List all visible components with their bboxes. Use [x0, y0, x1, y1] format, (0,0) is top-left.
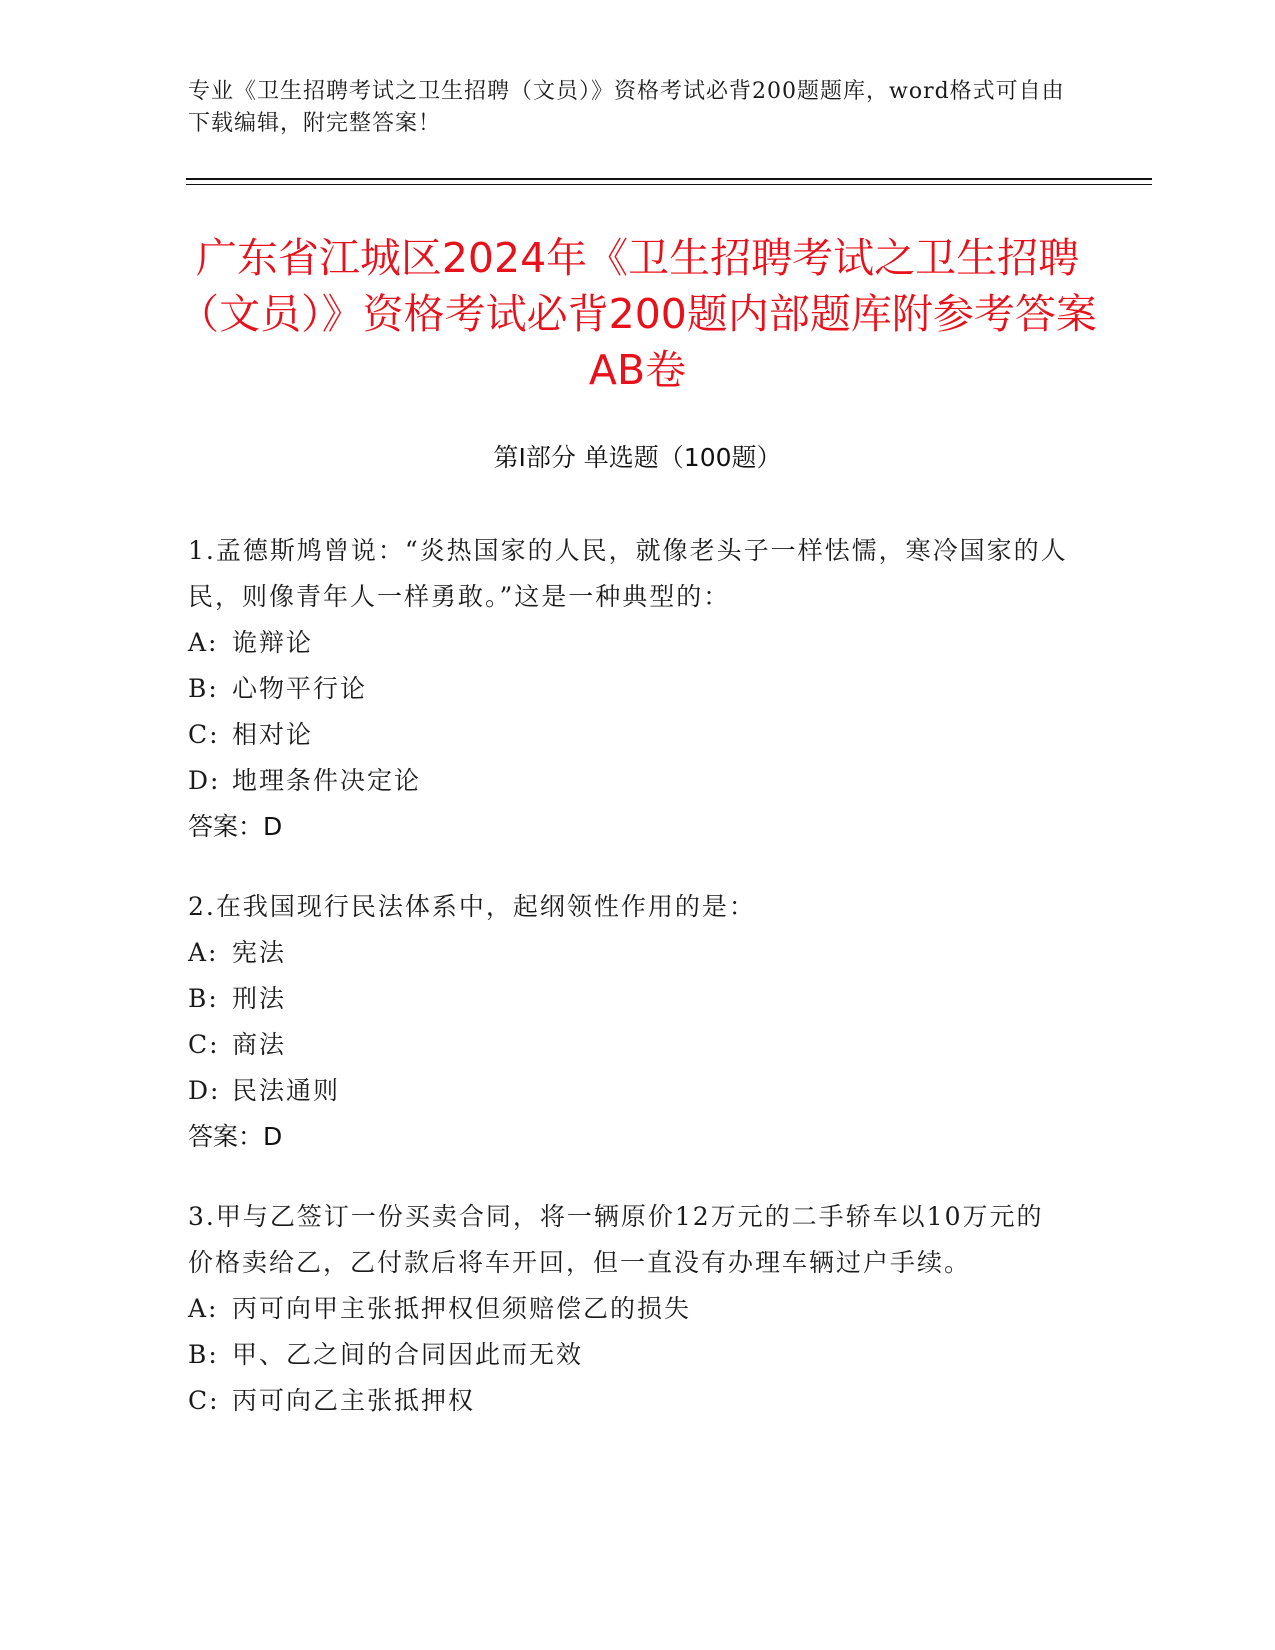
option-b — [188, 976, 1068, 1022]
option-text: 刑法 — [232, 984, 287, 1013]
option-letter: B: — [188, 674, 219, 703]
option-a — [188, 930, 1068, 976]
option-text: 心物平行论 — [232, 674, 368, 703]
option-a — [188, 1286, 1068, 1332]
option-letter: C: — [188, 1030, 220, 1059]
question-list — [188, 528, 1068, 1458]
option-text: 商法 — [232, 1030, 287, 1059]
option-letter: B: — [188, 1340, 219, 1369]
option-letter: A: — [188, 938, 219, 967]
question-2 — [188, 884, 1068, 1160]
option-text: 宪法 — [232, 938, 287, 967]
question-3 — [188, 1194, 1068, 1424]
option-text: 丙可向甲主张抵押权但须赔偿乙的损失 — [232, 1294, 692, 1323]
option-b — [188, 666, 1068, 712]
option-text: 相对论 — [232, 720, 314, 749]
option-text: 丙可向乙主张抵押权 — [232, 1386, 476, 1415]
option-letter: B: — [188, 984, 219, 1013]
option-c — [188, 1022, 1068, 1068]
option-letter: C: — [188, 1386, 220, 1415]
question-text: 2.在我国现行民法体系中，起纲领性作用的是： — [188, 892, 756, 921]
answer-line: 答案：D — [188, 1122, 283, 1151]
header-rule-thick — [186, 178, 1152, 180]
option-text: 民法通则 — [232, 1076, 341, 1105]
option-a — [188, 620, 1068, 666]
answer-line: 答案：D — [188, 812, 283, 841]
option-d — [188, 758, 1068, 804]
option-letter: A: — [188, 628, 219, 657]
option-b — [188, 1332, 1068, 1378]
option-letter: A: — [188, 1294, 219, 1323]
section-title: 第Ⅰ部分 单选题（100题） — [493, 443, 782, 472]
question-1 — [188, 528, 1068, 850]
option-letter: D: — [188, 766, 221, 795]
header-rule-thin — [186, 184, 1152, 185]
option-d — [188, 1068, 1068, 1114]
question-text: 3.甲与乙签订一份买卖合同，将一辆原价12万元的二手轿车以10万元的价格卖给乙，乙付款后将车开回，但一直没有办理车辆过户手续。 — [188, 1202, 1044, 1277]
question-text: 1.孟德斯鸠曾说：“炎热国家的人民，就像老头子一样怯懦，寒冷国家的人民，则像青年人一样勇敢。”这是一种典型的： — [188, 536, 1068, 611]
document-title: 广东省江城区2024年《卫生招聘考试之卫生招聘（文员）》资格考试必背200题内部题库附参考答案AB卷 — [178, 234, 1097, 394]
option-c — [188, 712, 1068, 758]
option-c — [188, 1378, 1068, 1424]
option-text: 地理条件决定论 — [232, 766, 422, 795]
option-text: 诡辩论 — [232, 628, 314, 657]
header-note: 专业《卫生招聘考试之卫生招聘（文员）》资格考试必背200题题库，word格式可自由下载编辑，附完整答案！ — [188, 79, 1065, 136]
option-letter: D: — [188, 1076, 221, 1105]
option-text: 甲、乙之间的合同因此而无效 — [232, 1340, 584, 1369]
option-letter: C: — [188, 720, 220, 749]
